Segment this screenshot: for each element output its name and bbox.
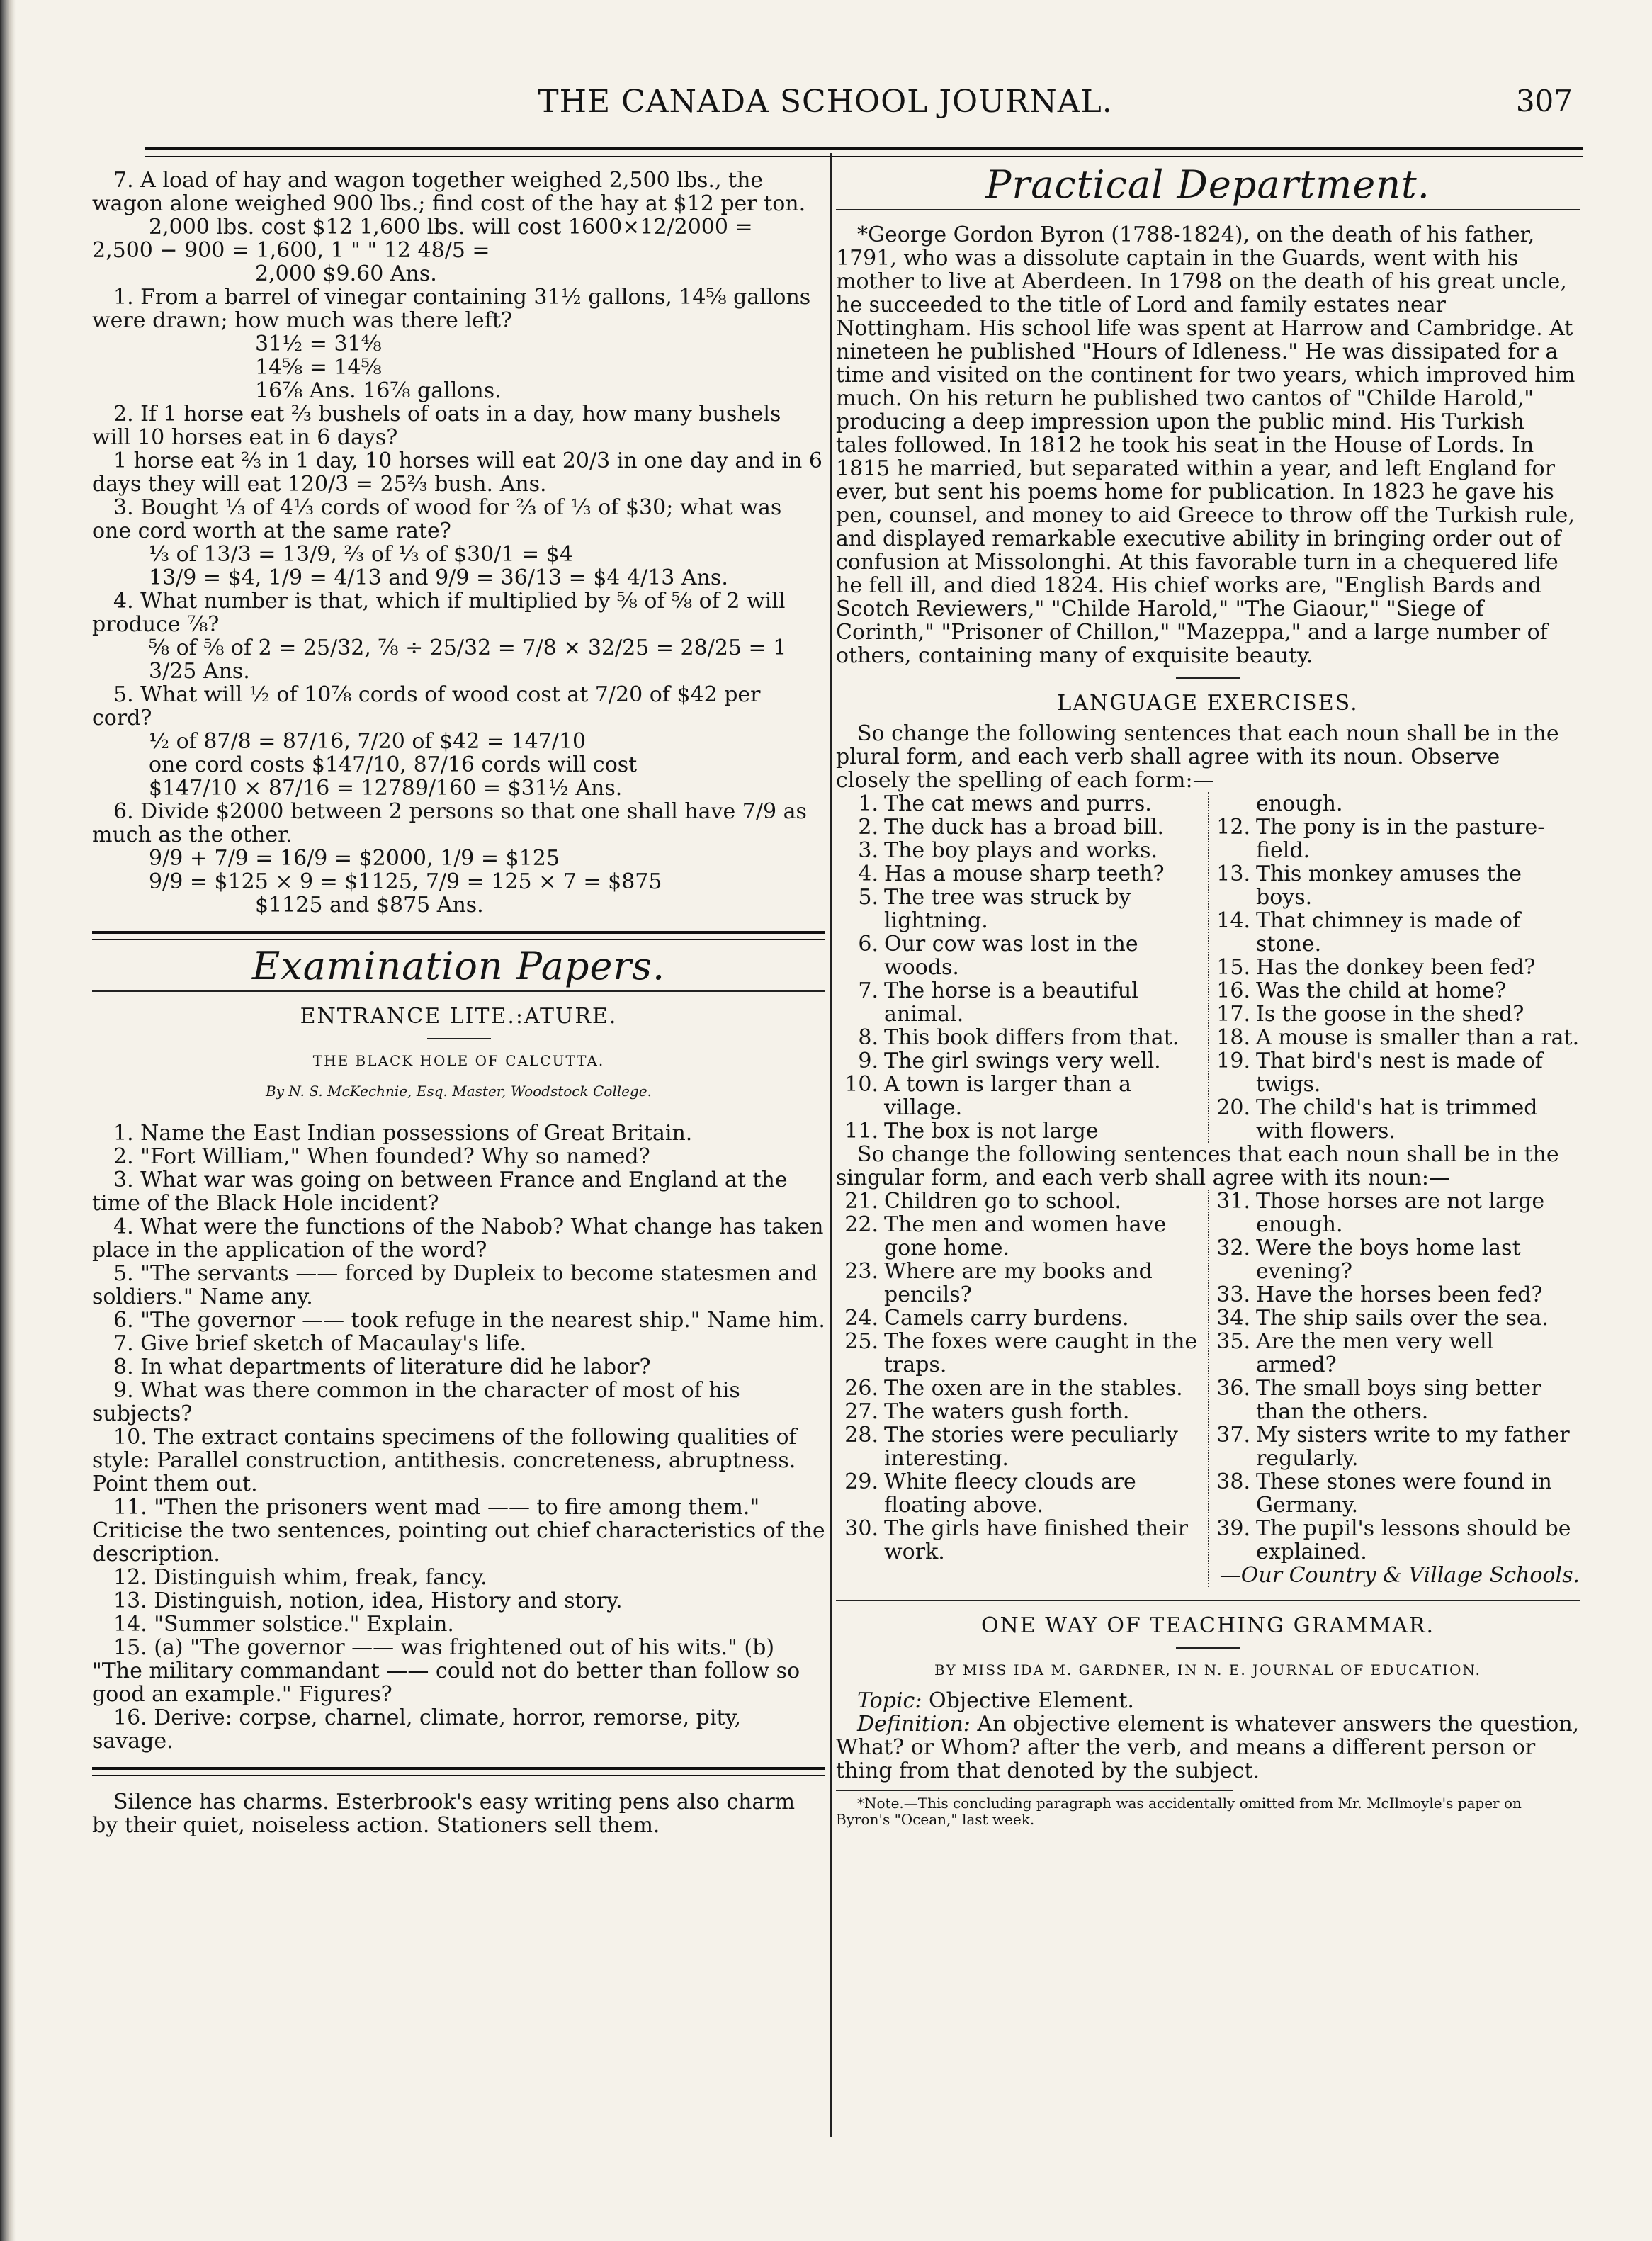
exercise-text: The small boys sing better than the others. (1256, 1376, 1541, 1424)
question-item: 6. "The governor —— took refuge in the nearest ship." Name him. (113, 1308, 825, 1333)
exercise-item (836, 1423, 1208, 1470)
exercise-text: This monkey amuses the boys. (1256, 862, 1522, 910)
exercise-text: The men and women have gone home. (884, 1212, 1167, 1260)
exercise-number: 3. (858, 838, 878, 863)
exercise-item (836, 1377, 1208, 1400)
question-item: 12. Distinguish whim, freak, fancy. (113, 1565, 487, 1590)
exercise-number: 21. (844, 1189, 878, 1214)
exercise-text: The ship sails over the sea. (1256, 1306, 1549, 1331)
section-rule (836, 1600, 1580, 1601)
exercise-item (1208, 1026, 1580, 1049)
exercise-item (1208, 1283, 1580, 1306)
exercise-number: 20. (1216, 1095, 1250, 1120)
exercise-text: These stones were found in Germany. (1256, 1469, 1552, 1518)
section-rule (92, 931, 825, 940)
exercise-number: 33. (1216, 1282, 1250, 1307)
exercise-number: 39. (1216, 1516, 1250, 1541)
exercise-number: 37. (1216, 1423, 1250, 1447)
exercise-text: The horse is a beautiful animal. (884, 978, 1138, 1027)
short-rule (1176, 1647, 1240, 1649)
exercise-number: 34. (1216, 1306, 1250, 1331)
black-hole-subheading: THE BLACK HOLE OF CALCUTTA. (312, 1052, 605, 1069)
exercise-number (1208, 792, 1256, 815)
exercise-text: The pony is in the pasture-field. (1256, 815, 1545, 863)
language-intro-singular: So change the following sentences that each noun shall be in the singular form, and each verb shall agree with its noun:— (836, 1142, 1559, 1190)
exercise-text: The waters gush forth. (884, 1399, 1130, 1424)
exercise-number: 8. (858, 1025, 878, 1050)
exercise-item (836, 1306, 1208, 1330)
problem-7-work-2: 2,500 − 900 = 1,600, 1 " " 12 48/5 = (92, 238, 490, 263)
exercise-text: A town is larger than a village. (884, 1072, 1132, 1120)
question-item: 5. "The servants —— forced by Dupleix to become statesmen and soldiers." Name any. (92, 1261, 818, 1309)
byron-paragraph: *George Gordon Byron (1788-1824), on the death of his father, 1791, who was a dissolute captain in the Guards, went with his mother to live at Aberdeen. In 1798 on the death of his great uncle, he succeeded to the title of Lord and family estates near Nottingham. His school life was spent at Harrow and Cambridge. At nineteen he published "Hours of Idleness." He was dissipated for a time and visited on the continent for two years, which improved him much. On his return he published two cantos of "Childe Harold," producing a deep impression upon the public mind. His Turkish tales followed. In 1812 he took his seat in the House of Lords. In 1815 he married, but separated within a year, and left England for ever, but sent his poems home for publication. In 1823 he gave his pen, counsel, and money to aid Greece to throw off the Turkish rule, and displayed remarkable executive ability in bringing order out of confusion at Missolonghi. At this favorable turn in a chequered life he fell ill, and died 1824. His chief works are, "English Bards and Scotch Reviewers," "Childe Harold," "The Giaour," "Siege of Corinth," "Prisoner of Chillon," "Mazeppa," and a large number of others, containing many of exquisite beauty. (836, 222, 1575, 668)
exercise-item (1208, 909, 1580, 956)
exercise-text: The tree was struck by lightning. (884, 885, 1131, 933)
exercise-item (836, 792, 1208, 815)
question-item: 3. What war was going on between France and England at the time of the Black Hole incident? (92, 1168, 788, 1216)
exercise-text: Have the horses been fed? (1256, 1282, 1543, 1307)
exercise-text: That chimney is made of stone. (1256, 908, 1521, 956)
exercise-number: 30. (844, 1516, 878, 1541)
header-rule (145, 147, 1583, 157)
exercise-item (1208, 1377, 1580, 1423)
exercise-item (836, 1049, 1208, 1073)
grammar-byline: BY MISS IDA M. GARDNER, IN N. E. JOURNAL OF EDUCATION. (934, 1661, 1481, 1678)
exercise-item (1208, 1423, 1580, 1470)
exercise-number: 16. (1216, 978, 1250, 1003)
exercise-number: 17. (1216, 1002, 1250, 1027)
exercise-text: My sisters write to my father regularly. (1256, 1423, 1570, 1471)
exercise-text: Were the boys home last evening? (1256, 1236, 1521, 1284)
problem-5-work-1: ½ of 87/8 = 87/16, 7/20 of $42 = 147/10 (149, 729, 587, 754)
exercise-number: 19. (1216, 1049, 1250, 1073)
exercise-item (1208, 1470, 1580, 1517)
problem-6: 6. Divide $2000 between 2 persons so that one shall have 7/9 as much as the other. (92, 799, 807, 847)
exercise-text: The child's hat is trimmed with flowers. (1256, 1095, 1538, 1144)
exercise-col-left (836, 1190, 1208, 1587)
short-rule (1176, 677, 1240, 679)
exercise-text: Was the child at home? (1256, 978, 1506, 1003)
problem-1-work-3: 16⅞ Ans. 16⅞ gallons. (255, 378, 502, 403)
exam-byline: By N. S. McKechnie, Esq. Master, Woodstock College. (266, 1083, 652, 1100)
exercise-text: The girl swings very well. (884, 1049, 1161, 1073)
exercise-number: 13. (1216, 862, 1250, 886)
exercise-text: Children go to school. (884, 1189, 1121, 1214)
problem-3-work-1: ⅓ of 13/3 = 13/9, ⅔ of ⅓ of $30/1 = $4 (149, 542, 573, 567)
language-exercises-heading: LANGUAGE EXERCISES. (1057, 691, 1359, 716)
exercise-item (1208, 1517, 1580, 1564)
language-intro-plural: So change the following sentences that each noun shall be in the plural form, and each verb shall agree with its noun. Observe closely the spelling of each form:— (836, 721, 1559, 793)
exercise-divider (1208, 1190, 1209, 1587)
exercise-text: Are the men very well armed? (1256, 1329, 1494, 1377)
exercise-list-singular (836, 1190, 1580, 1587)
question-item: 9. What was there common in the character of most of his subjects? (92, 1378, 740, 1426)
exercise-item (836, 839, 1208, 862)
exercise-number: 5. (858, 885, 878, 910)
exercise-item (1208, 979, 1580, 1003)
exercise-number: 23. (844, 1259, 878, 1284)
exercise-number: 11. (844, 1119, 878, 1144)
footnote: *Note.—This concluding paragraph was accidentally omitted from Mr. McIlmoyle's paper on Byron's "Ocean," last week. (836, 1795, 1522, 1828)
exercise-col-right (1208, 1190, 1580, 1587)
entrance-literature-heading: ENTRANCE LITE.:ATURE. (300, 1004, 618, 1029)
page-header (78, 84, 1573, 126)
exercise-text: White fleecy clouds are floating above. (884, 1469, 1136, 1518)
question-item: 15. (a) "The governor —— was frightened out of his wits." (b) "The military commandant —— could not do better than follow so good an example." Figures? (92, 1635, 800, 1707)
exercise-item (1208, 862, 1580, 909)
exercise-number: 18. (1216, 1025, 1250, 1050)
question-item: 8. In what departments of literature did he labor? (113, 1355, 651, 1379)
exercise-item (836, 932, 1208, 979)
exercise-number: 25. (844, 1329, 878, 1354)
problem-2: 2. If 1 horse eat ⅔ bushels of oats in a day, how many bushels will 10 horses eat in 6 days? (92, 402, 781, 450)
exercise-number: 7. (858, 978, 878, 1003)
question-item: 7. Give brief sketch of Macaulay's life. (113, 1331, 527, 1356)
exercise-text: Camels carry burdens. (884, 1306, 1129, 1331)
exercise-item (1208, 956, 1580, 979)
exercise-number: 14. (1216, 908, 1250, 933)
short-rule (427, 1038, 491, 1039)
exercise-number: 26. (844, 1376, 878, 1401)
question-item: 14. "Summer solstice." Explain. (113, 1612, 454, 1637)
scan-edge (0, 0, 16, 2241)
exercise-text: Those horses are not large enough. (1256, 1189, 1545, 1237)
heading-rule (836, 209, 1580, 210)
exercise-number: 12. (1216, 815, 1250, 840)
problem-5-work-3: $147/10 × 87/16 = 12789/160 = $31½ Ans. (149, 776, 623, 801)
exercise-text: The pupil's lessons should be explained. (1256, 1516, 1571, 1564)
exercise-item (1208, 1330, 1580, 1377)
exercise-item (1208, 1306, 1580, 1330)
exercise-item (836, 886, 1208, 932)
exercise-divider (1208, 792, 1209, 1143)
exercise-text: enough. (1256, 791, 1343, 816)
exercise-number: 2. (858, 815, 878, 840)
footnote-rule (836, 1790, 1233, 1791)
exercise-number: 1. (858, 791, 878, 816)
exercise-item (836, 979, 1208, 1026)
exercise-list-plural (836, 792, 1580, 1143)
exercise-item (1208, 1096, 1580, 1143)
exercise-item (836, 1213, 1208, 1260)
problem-1-work-1: 31½ = 31⁴⁄₈ (255, 332, 382, 356)
exercise-col-left (836, 792, 1208, 1143)
exercise-item (836, 1073, 1208, 1119)
exercise-text: This book differs from that. (884, 1025, 1179, 1050)
problem-3-work-2: 13/9 = $4, 1/9 = 4/13 and 9/9 = 36/13 = $4 4/13 Ans. (149, 565, 728, 590)
problem-1-work-2: 14⅝ = 14⅝ (255, 355, 382, 380)
question-item: 1. Name the East Indian possessions of Great Britain. (113, 1121, 693, 1146)
exercise-item (836, 1260, 1208, 1306)
definition-text: An objective element is whatever answers the question, What? or Whom? after the verb, and means a different person or thing from that denoted by the subject. (836, 1712, 1580, 1783)
column-divider (830, 153, 832, 2137)
topic-text: Objective Element. (929, 1688, 1134, 1713)
exercise-number: 28. (844, 1423, 878, 1447)
question-item: 11. "Then the prisoners went mad —— to fire among them." Criticise the two sentences, pointing out chief characteristics of the description. (92, 1495, 825, 1567)
exercise-item (1208, 815, 1580, 862)
topic-label: Topic: (857, 1688, 922, 1713)
problem-7: 7. A load of hay and wagon together weighed 2,500 lbs., the wagon alone weighed 900 lbs.; find cost of the hay at $12 per ton. (92, 168, 806, 216)
exercise-text: The cat mews and purrs. (884, 791, 1152, 816)
exam-questions (92, 1122, 825, 1753)
question-item: 13. Distinguish, notion, idea, History and story. (113, 1588, 623, 1613)
exercise-item (1208, 1190, 1580, 1236)
exercise-number: 9. (858, 1049, 878, 1073)
question-item: 16. Derive: corpse, charnel, climate, horror, remorse, pity, savage. (92, 1705, 742, 1754)
exercise-item (1208, 1003, 1580, 1026)
left-column (92, 169, 825, 1837)
exercise-text: The duck has a broad bill. (884, 815, 1164, 840)
problem-6-work-3: $1125 and $875 Ans. (255, 893, 484, 918)
exercise-col-right (1208, 792, 1580, 1143)
problem-6-work-1: 9/9 + 7/9 = 16/9 = $2000, 1/9 = $125 (149, 846, 560, 871)
exercise-number: 29. (844, 1469, 878, 1494)
problem-7-work-1: 2,000 lbs. cost $12 1,600 lbs. will cost 1600×12/2000 = (149, 215, 753, 239)
exercise-number: 36. (1216, 1376, 1250, 1401)
question-item: 2. "Fort William," When founded? Why so named? (113, 1144, 650, 1169)
exercise-text: The oxen are in the stables. (884, 1376, 1183, 1401)
exercise-number: 22. (844, 1212, 878, 1237)
exercise-text: The foxes were caught in the traps. (884, 1329, 1198, 1377)
exercise-number: 10. (844, 1072, 878, 1097)
grammar-heading: ONE WAY OF TEACHING GRAMMAR. (980, 1613, 1435, 1638)
exercise-text: That bird's nest is made of twigs. (1256, 1049, 1543, 1097)
exercise-number: 32. (1216, 1236, 1250, 1260)
exercise-text: The girls have finished their work. (884, 1516, 1188, 1564)
exercise-number: 38. (1216, 1469, 1250, 1494)
exercise-text: Has the donkey been fed? (1256, 955, 1536, 980)
exercise-item (836, 1119, 1208, 1143)
exercise-number: 24. (844, 1306, 878, 1331)
exercise-number: 35. (1216, 1329, 1250, 1354)
exercise-item (1208, 1049, 1580, 1096)
esterbrook-advert: Silence has charms. Esterbrook's easy writing pens also charm by their quiet, noiseless action. Stationers sell them. (92, 1790, 796, 1838)
exercise-item (836, 1400, 1208, 1423)
exercise-text: The boy plays and works. (884, 838, 1158, 863)
exercise-item (1208, 1236, 1580, 1283)
exercise-item (836, 1190, 1208, 1213)
problem-7-work-3: 2,000 $9.60 Ans. (255, 261, 437, 286)
problem-6-work-2: 9/9 = $125 × 9 = $1125, 7/9 = 125 × 7 = $875 (149, 869, 662, 894)
page-number: 307 (1515, 84, 1573, 118)
exercise-item (836, 815, 1208, 839)
exercise-text: The stories were peculiarly interesting. (884, 1423, 1178, 1471)
definition-line (836, 1712, 1580, 1783)
problem-5-work-2: one cord costs $147/10, 87/16 cords will cost (149, 752, 638, 777)
exercise-item (836, 1517, 1208, 1564)
exercise-item (836, 1470, 1208, 1517)
source-credit: —Our Country & Village Schools. (1219, 1563, 1580, 1588)
exercise-text: Our cow was lost in the woods. (884, 932, 1138, 980)
question-item: 10. The extract contains specimens of the following qualities of style: Parallel construction, antithesis. concreteness, abruptness. Point them out. (92, 1425, 797, 1496)
exercise-text: Is the goose in the shed? (1256, 1002, 1524, 1027)
exercise-text: The box is not large (884, 1119, 1099, 1144)
exercise-number: 27. (844, 1399, 878, 1424)
problem-5: 5. What will ½ of 10⅞ cords of wood cost at 7/20 of $42 per cord? (92, 682, 761, 730)
exercise-item (1208, 792, 1580, 815)
problem-4-work: ⅝ of ⅝ of 2 = 25/32, ⅞ ÷ 25/32 = 7/8 × 32/25 = 28/25 = 1 3/25 Ans. (149, 636, 787, 684)
problem-4: 4. What number is that, which if multiplied by ⅝ of ⅝ of 2 will produce ⅞? (92, 589, 786, 637)
exercise-number: 4. (858, 862, 878, 886)
question-item: 4. What were the functions of the Nabob? What change has taken place in the application of the word? (92, 1214, 824, 1263)
exercise-item (836, 1026, 1208, 1049)
advert-rule (92, 1767, 825, 1776)
exercise-number: 31. (1216, 1189, 1250, 1214)
exercise-item (836, 1330, 1208, 1377)
exercise-text: Where are my books and pencils? (884, 1259, 1153, 1307)
journal-title: THE CANADA SCHOOL JOURNAL. (538, 84, 1113, 120)
problem-3: 3. Bought ⅓ of 4⅓ cords of wood for ⅔ of ⅓ of $30; what was one cord worth at the same rate? (92, 495, 782, 543)
exercise-text: A mouse is smaller than a rat. (1256, 1025, 1580, 1050)
topic-line (836, 1689, 1580, 1712)
problem-2-work: 1 horse eat ⅔ in 1 day, 10 horses will eat 20/3 in one day and in 6 days they will eat 120/3 = 25⅔ bush. Ans. (92, 448, 822, 497)
exercise-text: Has a mouse sharp teeth? (884, 862, 1165, 886)
exercise-number: 6. (858, 932, 878, 956)
right-column (836, 162, 1580, 1828)
practical-department-heading: Practical Department. (985, 162, 1430, 207)
heading-rule (92, 990, 825, 992)
problem-1: 1. From a barrel of vinegar containing 31½ gallons, 14⅝ gallons were drawn; how much was there left? (92, 285, 811, 333)
definition-label: Definition: (857, 1712, 971, 1737)
exercise-number: 15. (1216, 955, 1250, 980)
exam-papers-heading: Examination Papers. (251, 944, 666, 988)
exercise-item (836, 862, 1208, 886)
